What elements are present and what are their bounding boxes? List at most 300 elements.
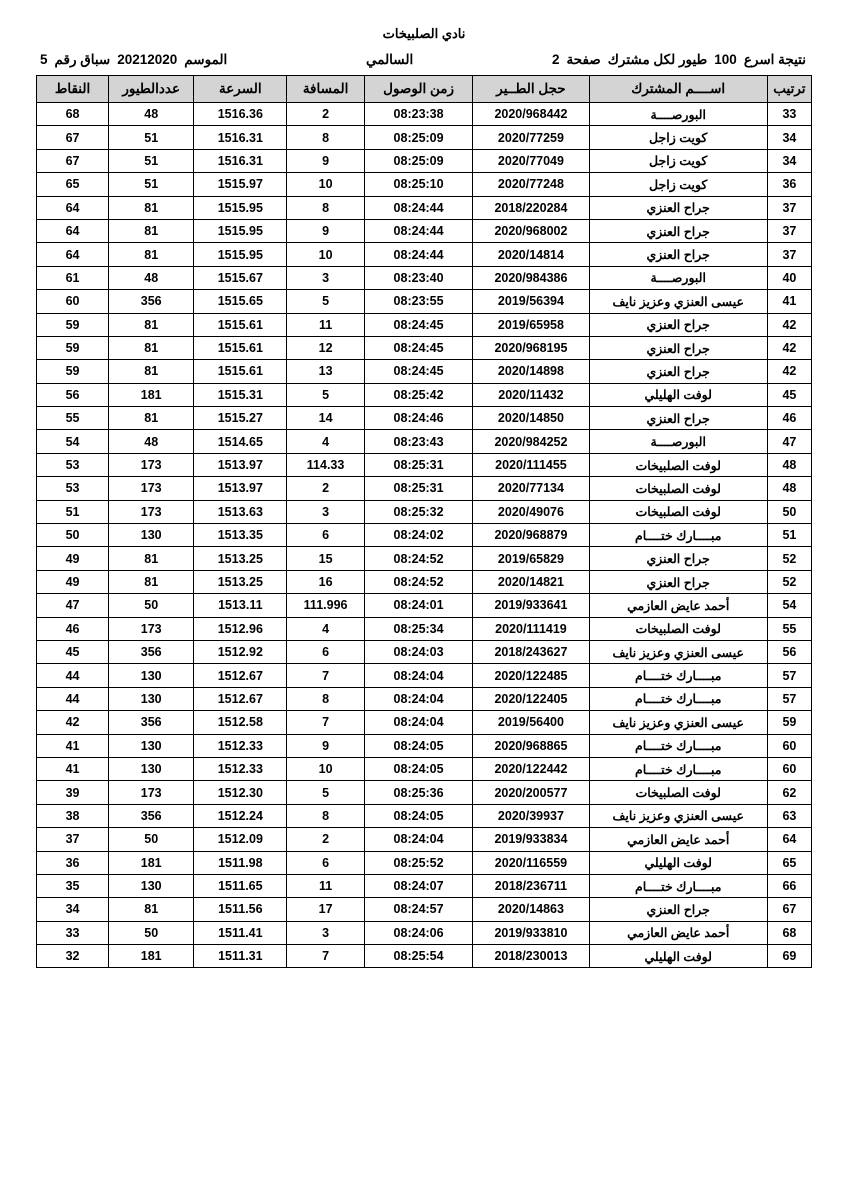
cell-ring: 2018/230013 bbox=[473, 945, 589, 968]
cell-dist: 12 bbox=[287, 336, 365, 359]
cell-birds: 81 bbox=[109, 219, 194, 242]
race-label: سباق رقم bbox=[54, 52, 111, 67]
cell-speed: 1516.31 bbox=[194, 149, 287, 172]
table-row bbox=[37, 921, 812, 944]
cell-time: 08:24:46 bbox=[364, 407, 473, 430]
cell-dist: 9 bbox=[287, 734, 365, 757]
cell-time: 08:24:04 bbox=[364, 664, 473, 687]
cell-time: 08:24:44 bbox=[364, 196, 473, 219]
cell-name: كويت زاجل bbox=[589, 173, 767, 196]
cell-rank: 68 bbox=[767, 921, 811, 944]
race-meta-season bbox=[40, 52, 227, 68]
cell-speed: 1512.09 bbox=[194, 828, 287, 851]
cell-speed: 1516.31 bbox=[194, 126, 287, 149]
race-value: 5 bbox=[40, 52, 48, 67]
club-title: نادي الصلبيخات bbox=[382, 26, 466, 41]
cell-speed: 1515.31 bbox=[194, 383, 287, 406]
cell-ring: 2020/14821 bbox=[473, 570, 589, 593]
cell-name: لوفت الصلبيخات bbox=[589, 500, 767, 523]
cell-time: 08:24:04 bbox=[364, 687, 473, 710]
cell-speed: 1515.97 bbox=[194, 173, 287, 196]
cell-rank: 55 bbox=[767, 617, 811, 640]
cell-speed: 1515.61 bbox=[194, 313, 287, 336]
cell-ring: 2020/49076 bbox=[473, 500, 589, 523]
cell-ring: 2020/77134 bbox=[473, 477, 589, 500]
cell-ring: 2020/14850 bbox=[473, 407, 589, 430]
table-header-row bbox=[37, 76, 812, 103]
cell-points: 36 bbox=[37, 851, 109, 874]
cell-birds: 81 bbox=[109, 243, 194, 266]
cell-dist: 7 bbox=[287, 664, 365, 687]
cell-rank: 62 bbox=[767, 781, 811, 804]
cell-time: 08:23:43 bbox=[364, 430, 473, 453]
cell-name: جراح العنزي bbox=[589, 196, 767, 219]
cell-birds: 130 bbox=[109, 664, 194, 687]
cell-name: مبــــارك ختــــام bbox=[589, 757, 767, 780]
cell-time: 08:24:06 bbox=[364, 921, 473, 944]
cell-ring: 2020/122405 bbox=[473, 687, 589, 710]
table-row bbox=[37, 734, 812, 757]
table-row bbox=[37, 874, 812, 897]
race-meta-location bbox=[366, 52, 413, 68]
cell-rank: 41 bbox=[767, 290, 811, 313]
cell-birds: 356 bbox=[109, 290, 194, 313]
cell-ring: 2020/77259 bbox=[473, 126, 589, 149]
cell-birds: 181 bbox=[109, 383, 194, 406]
cell-rank: 46 bbox=[767, 407, 811, 430]
cell-speed: 1512.67 bbox=[194, 664, 287, 687]
cell-ring: 2018/220284 bbox=[473, 196, 589, 219]
cell-rank: 42 bbox=[767, 360, 811, 383]
cell-birds: 81 bbox=[109, 407, 194, 430]
cell-points: 44 bbox=[37, 687, 109, 710]
cell-name: جراح العنزي bbox=[589, 547, 767, 570]
cell-dist: 11 bbox=[287, 313, 365, 336]
cell-time: 08:24:45 bbox=[364, 336, 473, 359]
cell-time: 08:24:03 bbox=[364, 640, 473, 663]
cell-rank: 48 bbox=[767, 453, 811, 476]
cell-dist: 7 bbox=[287, 711, 365, 734]
cell-time: 08:25:54 bbox=[364, 945, 473, 968]
cell-birds: 48 bbox=[109, 430, 194, 453]
cell-dist: 2 bbox=[287, 477, 365, 500]
cell-birds: 48 bbox=[109, 103, 194, 126]
cell-dist: 5 bbox=[287, 781, 365, 804]
table-row bbox=[37, 500, 812, 523]
cell-points: 45 bbox=[37, 640, 109, 663]
cell-points: 50 bbox=[37, 524, 109, 547]
cell-ring: 2020/984252 bbox=[473, 430, 589, 453]
cell-time: 08:25:42 bbox=[364, 383, 473, 406]
cell-time: 08:25:31 bbox=[364, 477, 473, 500]
cell-points: 41 bbox=[37, 734, 109, 757]
cell-name: البورصــــة bbox=[589, 266, 767, 289]
cell-ring: 2020/122442 bbox=[473, 757, 589, 780]
table-row bbox=[37, 640, 812, 663]
cell-time: 08:23:55 bbox=[364, 290, 473, 313]
cell-speed: 1512.33 bbox=[194, 734, 287, 757]
cell-points: 53 bbox=[37, 453, 109, 476]
cell-name: جراح العنزي bbox=[589, 570, 767, 593]
cell-dist: 13 bbox=[287, 360, 365, 383]
table-row bbox=[37, 945, 812, 968]
table-row bbox=[37, 547, 812, 570]
cell-rank: 66 bbox=[767, 874, 811, 897]
cell-rank: 37 bbox=[767, 243, 811, 266]
cell-name: البورصــــة bbox=[589, 103, 767, 126]
cell-speed: 1511.65 bbox=[194, 874, 287, 897]
cell-ring: 2020/968879 bbox=[473, 524, 589, 547]
cell-ring: 2018/243627 bbox=[473, 640, 589, 663]
table-row bbox=[37, 898, 812, 921]
cell-ring: 2019/933810 bbox=[473, 921, 589, 944]
cell-ring: 2019/933641 bbox=[473, 594, 589, 617]
cell-time: 08:24:05 bbox=[364, 757, 473, 780]
cell-name: عيسى العنزي وعزيز نايف bbox=[589, 290, 767, 313]
table-row bbox=[37, 711, 812, 734]
cell-birds: 50 bbox=[109, 828, 194, 851]
cell-speed: 1512.92 bbox=[194, 640, 287, 663]
cell-dist: 3 bbox=[287, 500, 365, 523]
cell-time: 08:24:05 bbox=[364, 734, 473, 757]
table-row bbox=[37, 594, 812, 617]
cell-birds: 51 bbox=[109, 149, 194, 172]
page-label: صفحة bbox=[566, 52, 601, 67]
cell-points: 65 bbox=[37, 173, 109, 196]
cell-name: عيسى العنزي وعزيز نايف bbox=[589, 711, 767, 734]
location-value: السالمي bbox=[366, 52, 414, 67]
cell-name: مبــــارك ختــــام bbox=[589, 524, 767, 547]
cell-dist: 2 bbox=[287, 103, 365, 126]
cell-points: 47 bbox=[37, 594, 109, 617]
cell-dist: 7 bbox=[287, 945, 365, 968]
cell-birds: 130 bbox=[109, 757, 194, 780]
column-header-time: زمن الوصول bbox=[364, 76, 473, 103]
cell-birds: 81 bbox=[109, 196, 194, 219]
cell-time: 08:24:04 bbox=[364, 828, 473, 851]
cell-birds: 51 bbox=[109, 173, 194, 196]
cell-points: 32 bbox=[37, 945, 109, 968]
cell-rank: 65 bbox=[767, 851, 811, 874]
table-row bbox=[37, 126, 812, 149]
cell-name: لوفت الصلبيخات bbox=[589, 453, 767, 476]
cell-birds: 81 bbox=[109, 360, 194, 383]
season-value: 20212020 bbox=[117, 52, 178, 67]
cell-points: 46 bbox=[37, 617, 109, 640]
cell-rank: 51 bbox=[767, 524, 811, 547]
cell-ring: 2020/122485 bbox=[473, 664, 589, 687]
cell-time: 08:24:44 bbox=[364, 243, 473, 266]
table-body bbox=[37, 103, 812, 968]
cell-rank: 47 bbox=[767, 430, 811, 453]
cell-name: مبــــارك ختــــام bbox=[589, 687, 767, 710]
column-header-distance: المسافة bbox=[287, 76, 365, 103]
cell-dist: 9 bbox=[287, 219, 365, 242]
column-header-rank: ترتيب bbox=[767, 76, 811, 103]
cell-name: أحمد عايض العازمي bbox=[589, 594, 767, 617]
cell-birds: 81 bbox=[109, 336, 194, 359]
cell-points: 33 bbox=[37, 921, 109, 944]
cell-rank: 36 bbox=[767, 173, 811, 196]
cell-rank: 34 bbox=[767, 149, 811, 172]
cell-birds: 81 bbox=[109, 547, 194, 570]
cell-birds: 181 bbox=[109, 851, 194, 874]
table-row bbox=[37, 243, 812, 266]
cell-name: مبــــارك ختــــام bbox=[589, 664, 767, 687]
cell-time: 08:25:10 bbox=[364, 173, 473, 196]
cell-rank: 37 bbox=[767, 219, 811, 242]
cell-rank: 57 bbox=[767, 664, 811, 687]
cell-rank: 50 bbox=[767, 500, 811, 523]
table-row bbox=[37, 383, 812, 406]
race-meta-row bbox=[36, 52, 812, 68]
cell-rank: 48 bbox=[767, 477, 811, 500]
cell-name: جراح العنزي bbox=[589, 336, 767, 359]
table-row bbox=[37, 570, 812, 593]
table-row bbox=[37, 453, 812, 476]
table-row bbox=[37, 266, 812, 289]
table-row bbox=[37, 524, 812, 547]
cell-points: 61 bbox=[37, 266, 109, 289]
cell-time: 08:24:44 bbox=[364, 219, 473, 242]
cell-rank: 64 bbox=[767, 828, 811, 851]
table-row bbox=[37, 149, 812, 172]
cell-points: 35 bbox=[37, 874, 109, 897]
cell-rank: 69 bbox=[767, 945, 811, 968]
cell-name: لوفت الهليلي bbox=[589, 383, 767, 406]
table-row bbox=[37, 781, 812, 804]
cell-speed: 1513.97 bbox=[194, 477, 287, 500]
cell-ring: 2020/968002 bbox=[473, 219, 589, 242]
cell-points: 64 bbox=[37, 243, 109, 266]
cell-name: مبــــارك ختــــام bbox=[589, 874, 767, 897]
cell-rank: 45 bbox=[767, 383, 811, 406]
cell-points: 54 bbox=[37, 430, 109, 453]
cell-speed: 1513.97 bbox=[194, 453, 287, 476]
cell-speed: 1515.95 bbox=[194, 243, 287, 266]
cell-name: مبــــارك ختــــام bbox=[589, 734, 767, 757]
cell-speed: 1515.65 bbox=[194, 290, 287, 313]
cell-points: 55 bbox=[37, 407, 109, 430]
cell-ring: 2020/968442 bbox=[473, 103, 589, 126]
cell-rank: 60 bbox=[767, 757, 811, 780]
cell-name: أحمد عايض العازمي bbox=[589, 921, 767, 944]
cell-birds: 130 bbox=[109, 874, 194, 897]
cell-dist: 6 bbox=[287, 524, 365, 547]
cell-speed: 1512.30 bbox=[194, 781, 287, 804]
cell-ring: 2020/11432 bbox=[473, 383, 589, 406]
cell-time: 08:25:52 bbox=[364, 851, 473, 874]
cell-time: 08:24:52 bbox=[364, 570, 473, 593]
cell-time: 08:25:31 bbox=[364, 453, 473, 476]
cell-ring: 2020/39937 bbox=[473, 804, 589, 827]
cell-dist: 15 bbox=[287, 547, 365, 570]
cell-birds: 50 bbox=[109, 594, 194, 617]
cell-time: 08:24:01 bbox=[364, 594, 473, 617]
cell-time: 08:24:52 bbox=[364, 547, 473, 570]
cell-ring: 2019/933834 bbox=[473, 828, 589, 851]
cell-time: 08:25:09 bbox=[364, 126, 473, 149]
cell-time: 08:25:09 bbox=[364, 149, 473, 172]
table-row bbox=[37, 103, 812, 126]
cell-time: 08:24:45 bbox=[364, 313, 473, 336]
cell-points: 41 bbox=[37, 757, 109, 780]
column-header-points: النقاط bbox=[37, 76, 109, 103]
cell-birds: 130 bbox=[109, 734, 194, 757]
cell-ring: 2018/236711 bbox=[473, 874, 589, 897]
cell-time: 08:24:02 bbox=[364, 524, 473, 547]
cell-speed: 1515.95 bbox=[194, 196, 287, 219]
table-row bbox=[37, 430, 812, 453]
cell-points: 49 bbox=[37, 547, 109, 570]
cell-name: البورصــــة bbox=[589, 430, 767, 453]
cell-points: 67 bbox=[37, 149, 109, 172]
cell-speed: 1515.95 bbox=[194, 219, 287, 242]
table-row bbox=[37, 219, 812, 242]
cell-rank: 33 bbox=[767, 103, 811, 126]
cell-points: 39 bbox=[37, 781, 109, 804]
cell-ring: 2020/111455 bbox=[473, 453, 589, 476]
cell-name: لوفت الصلبيخات bbox=[589, 781, 767, 804]
cell-ring: 2019/65958 bbox=[473, 313, 589, 336]
cell-points: 38 bbox=[37, 804, 109, 827]
cell-speed: 1512.24 bbox=[194, 804, 287, 827]
cell-time: 08:24:05 bbox=[364, 804, 473, 827]
column-header-ring: حجل الطــير bbox=[473, 76, 589, 103]
cell-dist: 10 bbox=[287, 173, 365, 196]
cell-birds: 130 bbox=[109, 524, 194, 547]
cell-time: 08:25:32 bbox=[364, 500, 473, 523]
cell-speed: 1515.61 bbox=[194, 360, 287, 383]
cell-dist: 4 bbox=[287, 430, 365, 453]
cell-dist: 111.996 bbox=[287, 594, 365, 617]
cell-rank: 34 bbox=[767, 126, 811, 149]
table-row bbox=[37, 687, 812, 710]
cell-points: 60 bbox=[37, 290, 109, 313]
cell-points: 42 bbox=[37, 711, 109, 734]
cell-dist: 5 bbox=[287, 383, 365, 406]
cell-dist: 17 bbox=[287, 898, 365, 921]
cell-dist: 8 bbox=[287, 196, 365, 219]
cell-dist: 10 bbox=[287, 243, 365, 266]
cell-speed: 1511.41 bbox=[194, 921, 287, 944]
cell-ring: 2020/984386 bbox=[473, 266, 589, 289]
table-row bbox=[37, 477, 812, 500]
cell-birds: 356 bbox=[109, 804, 194, 827]
cell-ring: 2020/968865 bbox=[473, 734, 589, 757]
cell-speed: 1515.27 bbox=[194, 407, 287, 430]
cell-speed: 1516.36 bbox=[194, 103, 287, 126]
cell-rank: 57 bbox=[767, 687, 811, 710]
cell-speed: 1511.31 bbox=[194, 945, 287, 968]
cell-time: 08:24:57 bbox=[364, 898, 473, 921]
cell-time: 08:25:36 bbox=[364, 781, 473, 804]
cell-dist: 2 bbox=[287, 828, 365, 851]
cell-name: لوفت الصلبيخات bbox=[589, 477, 767, 500]
cell-name: جراح العنزي bbox=[589, 313, 767, 336]
cell-ring: 2020/116559 bbox=[473, 851, 589, 874]
cell-points: 51 bbox=[37, 500, 109, 523]
cell-dist: 114.33 bbox=[287, 453, 365, 476]
cell-birds: 51 bbox=[109, 126, 194, 149]
cell-name: لوفت الصلبيخات bbox=[589, 617, 767, 640]
cell-name: عيسى العنزي وعزيز نايف bbox=[589, 804, 767, 827]
table-row bbox=[37, 336, 812, 359]
cell-rank: 56 bbox=[767, 640, 811, 663]
cell-name: جراح العنزي bbox=[589, 407, 767, 430]
cell-ring: 2020/111419 bbox=[473, 617, 589, 640]
result-label: نتيجة اسرع bbox=[743, 52, 806, 67]
table-row bbox=[37, 804, 812, 827]
cell-rank: 54 bbox=[767, 594, 811, 617]
cell-birds: 356 bbox=[109, 711, 194, 734]
table-row bbox=[37, 851, 812, 874]
cell-ring: 2020/968195 bbox=[473, 336, 589, 359]
cell-time: 08:23:38 bbox=[364, 103, 473, 126]
cell-points: 49 bbox=[37, 570, 109, 593]
cell-ring: 2019/56394 bbox=[473, 290, 589, 313]
cell-ring: 2019/56400 bbox=[473, 711, 589, 734]
cell-rank: 37 bbox=[767, 196, 811, 219]
cell-speed: 1511.98 bbox=[194, 851, 287, 874]
table-row bbox=[37, 196, 812, 219]
cell-rank: 67 bbox=[767, 898, 811, 921]
cell-dist: 8 bbox=[287, 804, 365, 827]
cell-points: 56 bbox=[37, 383, 109, 406]
cell-ring: 2020/77049 bbox=[473, 149, 589, 172]
cell-points: 64 bbox=[37, 219, 109, 242]
cell-birds: 173 bbox=[109, 617, 194, 640]
cell-points: 64 bbox=[37, 196, 109, 219]
season-label: الموسم bbox=[184, 52, 228, 67]
cell-dist: 6 bbox=[287, 851, 365, 874]
table-row bbox=[37, 407, 812, 430]
cell-speed: 1513.25 bbox=[194, 570, 287, 593]
cell-dist: 3 bbox=[287, 266, 365, 289]
cell-ring: 2020/14863 bbox=[473, 898, 589, 921]
result-suffix: طيور لكل مشترك bbox=[607, 52, 708, 67]
cell-ring: 2020/14898 bbox=[473, 360, 589, 383]
cell-dist: 4 bbox=[287, 617, 365, 640]
cell-dist: 6 bbox=[287, 640, 365, 663]
cell-dist: 11 bbox=[287, 874, 365, 897]
cell-birds: 181 bbox=[109, 945, 194, 968]
column-header-birds: عددالطيور bbox=[109, 76, 194, 103]
cell-birds: 173 bbox=[109, 781, 194, 804]
cell-birds: 81 bbox=[109, 313, 194, 336]
cell-points: 67 bbox=[37, 126, 109, 149]
cell-birds: 173 bbox=[109, 500, 194, 523]
cell-birds: 356 bbox=[109, 640, 194, 663]
table-row bbox=[37, 173, 812, 196]
cell-points: 59 bbox=[37, 313, 109, 336]
cell-time: 08:23:40 bbox=[364, 266, 473, 289]
cell-birds: 48 bbox=[109, 266, 194, 289]
cell-name: عيسى العنزي وعزيز نايف bbox=[589, 640, 767, 663]
cell-points: 59 bbox=[37, 336, 109, 359]
cell-birds: 173 bbox=[109, 453, 194, 476]
cell-name: كويت زاجل bbox=[589, 126, 767, 149]
column-header-speed: السرعة bbox=[194, 76, 287, 103]
table-row bbox=[37, 313, 812, 336]
cell-name: لوفت الهليلي bbox=[589, 851, 767, 874]
table-row bbox=[37, 828, 812, 851]
table-row bbox=[37, 360, 812, 383]
cell-name: جراح العنزي bbox=[589, 243, 767, 266]
cell-dist: 5 bbox=[287, 290, 365, 313]
cell-ring: 2020/77248 bbox=[473, 173, 589, 196]
column-header-name: اســــم المشترك bbox=[589, 76, 767, 103]
